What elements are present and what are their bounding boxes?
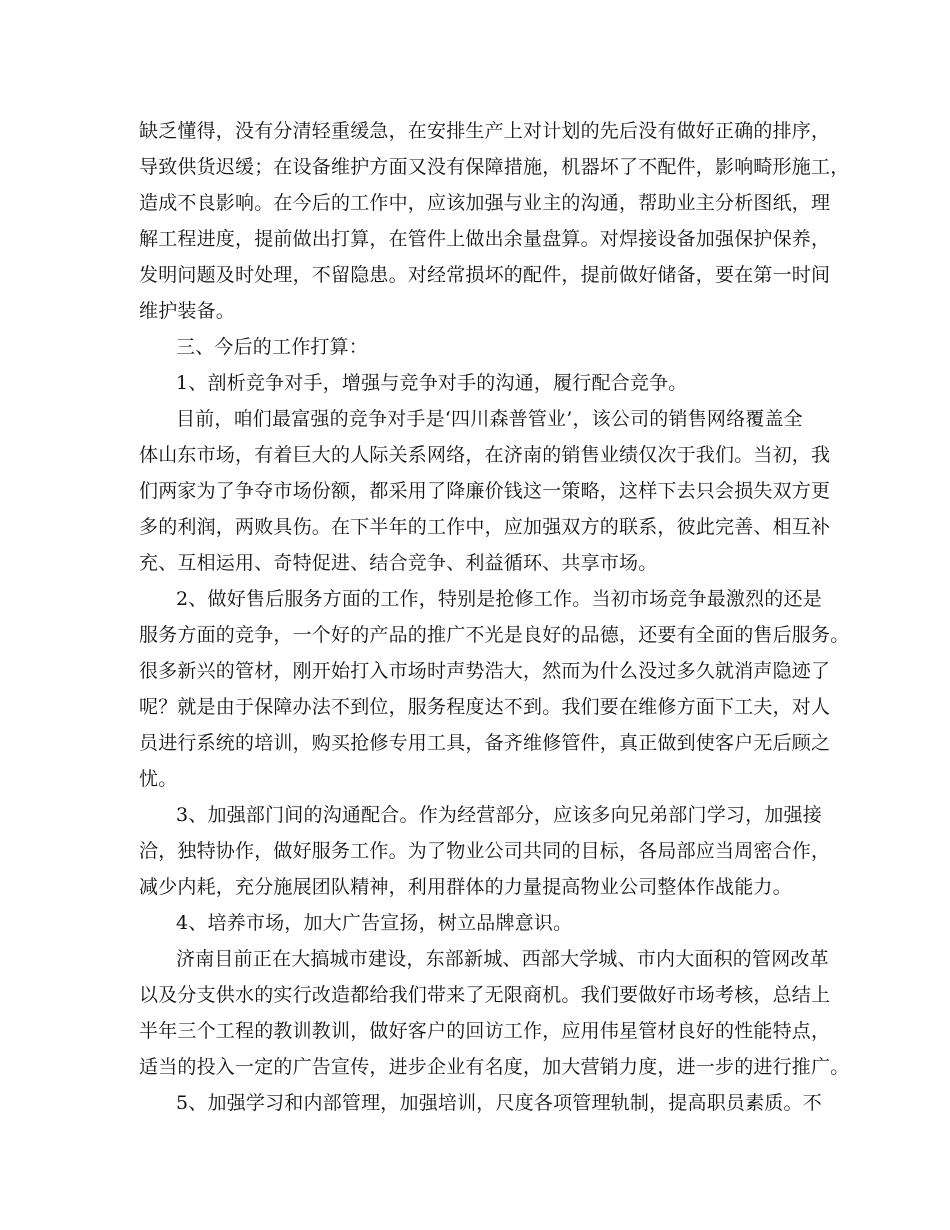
list-item-heading: 1、剖析竞争对手，增强与竞争对手的沟通，履行配合竞争。: [176, 372, 688, 394]
text-line: 维护装备。: [139, 300, 236, 322]
text-line: 适当的投入一定的广告宣传，进步企业有名度，加大营销力度，进一步的进行推广。: [139, 1056, 850, 1078]
text-line: 济南目前正在大搞城市建设，东部新城、西部大学城、市内大面积的管网改革: [176, 948, 829, 970]
text-line: 员进行系统的培训，购买抢修专用工具，备齐维修管件，真正做到使客户无后顾之: [139, 732, 831, 754]
text-line: 发明问题及时处理，不留隐患。对经常损坏的配件，提前做好储备，要在第一时间: [139, 264, 831, 286]
text-line: 体山东市场，有着巨大的人际关系网络，在济南的销售业绩仅次于我们。当初，我: [139, 444, 831, 466]
section-heading: 三、今后的工作打算：: [176, 336, 369, 358]
text-line: 以及分支供水的实行改造都给我们带来了无限商机。我们要做好市场考核，总结上: [139, 984, 831, 1006]
list-item-heading: 4、培养市场，加大广告宣扬，树立品牌意识。: [176, 912, 573, 934]
list-item-heading: 3、加强部门间的沟通配合。作为经营部分，应该多向兄弟部门学习，加强接: [176, 804, 822, 826]
text-line: 缺乏懂得，没有分清轻重缓急，在安排生产上对计划的先后没有做好正确的排序，: [139, 120, 831, 142]
text-line: 多的利润，两败具伤。在下半年的工作中，应加强双方的联系，彼此完善、相互补: [139, 516, 831, 538]
list-item-heading: 2、做好售后服务方面的工作，特别是抢修工作。当初市场竞争最激烈的还是: [176, 588, 822, 610]
text-line: 们两家为了争夺市场份额，都采用了降廉价钱这一策略，这样下去只会损失双方更: [139, 480, 831, 502]
text-line: 半年三个工程的教训教训，做好客户的回访工作，应用伟星管材良好的性能特点，: [139, 1020, 831, 1042]
text-line: 服务方面的竞争，一个好的产品的推广不光是良好的品德，还要有全面的售后服务。: [139, 624, 850, 646]
text-line: 洽，独特协作，做好服务工作。为了物业公司共同的目标，各局部应当周密合作，: [139, 840, 831, 862]
text-line: 造成不良影响。在今后的工作中，应该加强与业主的沟通，帮助业主分析图纸，理: [139, 192, 831, 214]
text-line: 目前，咱们最富强的竞争对手是‘四川森普管业’，该公司的销售网络覆盖全: [176, 408, 803, 430]
list-item-heading: 5、加强学习和内部管理，加强培训，尺度各项管理轨制，提高职员素质。不: [176, 1092, 822, 1114]
text-line: 很多新兴的管材，刚开始打入市场时声势浩大，然而为什么没过多久就消声隐迹了: [139, 660, 831, 682]
text-line: 充、互相运用、奇特促进、结合竞争、利益循环、共享市场。: [139, 552, 658, 574]
text-line: 减少内耗，充分施展团队精神，利用群体的力量提高物业公司整体作战能力。: [139, 876, 792, 898]
text-line: 忧。: [139, 768, 178, 790]
text-line: 呢？就是由于保障办法不到位，服务程度达不到。我们要在维修方面下工夫，对人: [139, 696, 831, 718]
text-line: 导致供货迟缓；在设备维护方面又没有保障措施，机器坏了不配件，影响畸形施工，: [139, 156, 850, 178]
text-line: 解工程进度，提前做出打算，在管件上做出余量盘算。对焊接设备加强保护保养，: [139, 228, 831, 250]
